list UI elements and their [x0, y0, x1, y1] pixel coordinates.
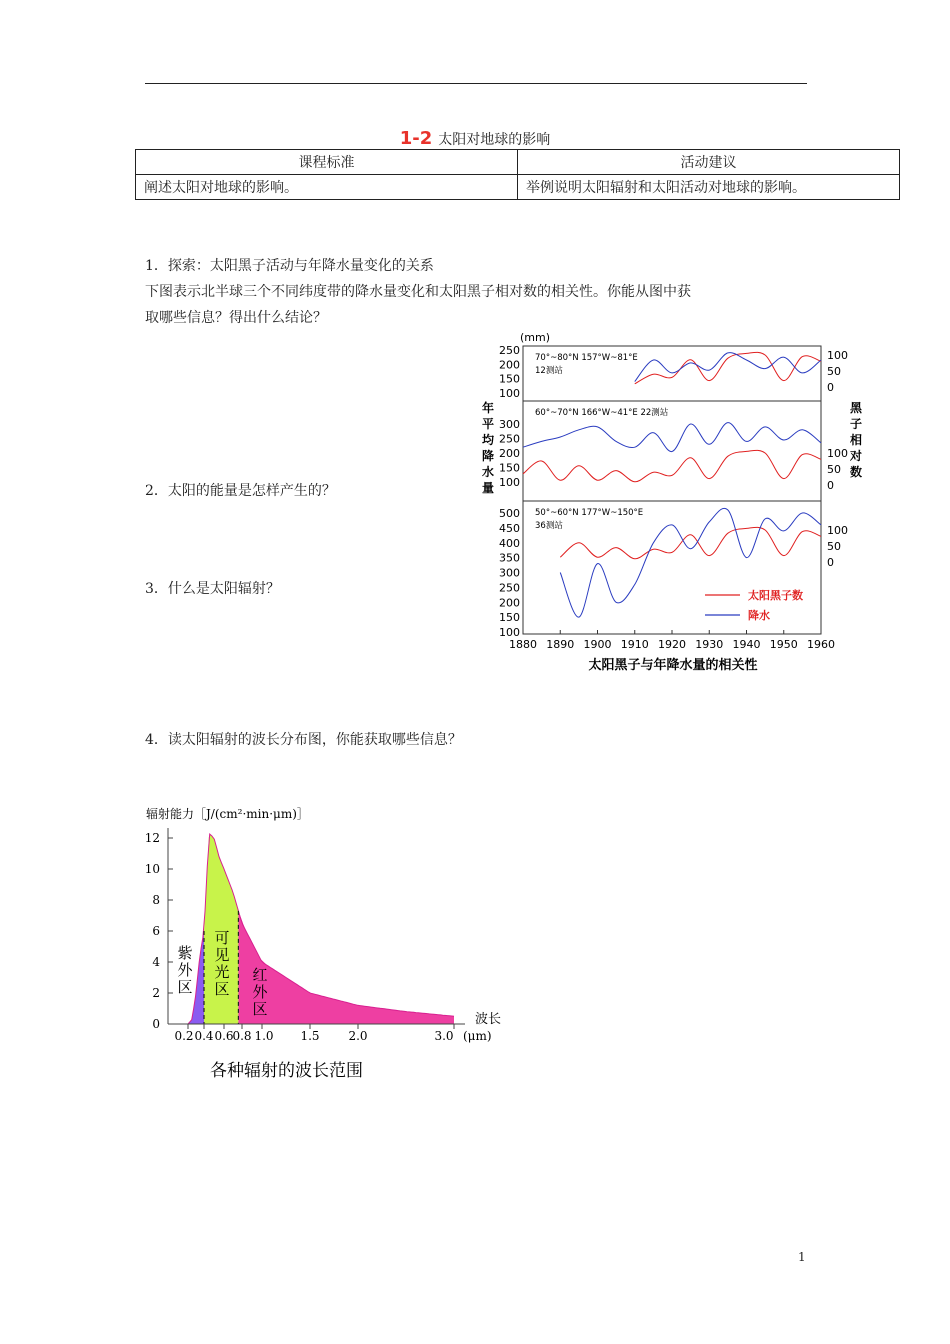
question-2: 2．太阳的能量是怎样产生的？	[145, 483, 336, 499]
chart1-right-tick: 50	[827, 540, 841, 553]
chart2-ylabel: 辐射能力［J/(cm²·min·μm)］	[146, 807, 309, 821]
region-label-char: 区	[214, 980, 230, 998]
chart1-x-tick: 1900	[583, 638, 612, 651]
table-header-row	[136, 150, 900, 175]
chart2-xlabel: 波长	[475, 1012, 502, 1027]
chart1-right-tick: 50	[827, 463, 841, 476]
question-4: 4．读太阳辐射的波长分布图，你能获取哪些信息？	[145, 732, 462, 748]
page-number: 1	[798, 1250, 806, 1264]
chart1-ylabel-char: 均	[481, 433, 495, 447]
region-label-char: 可	[214, 929, 230, 947]
chart1-y-tick: 150	[499, 461, 520, 475]
chart1-panel-label: 50°~60°N 177°W~150°E	[535, 508, 644, 518]
table-cell: 阐述太阳对地球的影响。	[136, 175, 518, 200]
chart1-x-tick: 1910	[620, 638, 649, 651]
chart1-x-tick: 1890	[546, 638, 575, 651]
chart2-x-tick: 3.0	[434, 1029, 454, 1043]
region-label-char: 紫	[177, 944, 193, 962]
question-1-body-line2: 取哪些信息？得出什么结论？	[145, 310, 327, 326]
chart1-right-tick: 0	[827, 556, 834, 569]
region-label-char: 区	[252, 1000, 268, 1018]
chart2-x-tick: 0.2	[174, 1029, 194, 1043]
chart1-panel-label: 36测站	[535, 521, 563, 531]
table-row	[136, 175, 900, 200]
chart1-ylabel-char: 子	[849, 417, 863, 431]
chart2-xunit: (μm)	[463, 1029, 492, 1043]
chart1-y-tick: 200	[499, 447, 520, 460]
chart1-y-tick: 100	[499, 387, 520, 400]
chart2-y-tick: 12	[144, 831, 160, 845]
chart1-y-tick: 350	[499, 551, 520, 565]
chart1-right-tick: 100	[827, 447, 848, 460]
chart1-y-tick: 100	[499, 476, 520, 489]
chart1-y-tick: 250	[499, 432, 520, 446]
chart1-ylabel-char: 量	[481, 481, 495, 495]
table-header-cell: 活动建议	[518, 150, 900, 175]
chart1-x-tick: 1920	[658, 638, 686, 651]
chart1-panel-label: 60°~70°N 166°W~41°E 22测站	[535, 408, 669, 418]
chart1-y-tick: 250	[499, 581, 520, 595]
table-header-cell: 课程标准	[136, 150, 518, 175]
chart2-x-tick: 2.0	[348, 1029, 368, 1043]
legend-label-precip: 降水	[748, 609, 770, 622]
chart2-y-tick: 4	[152, 955, 160, 969]
chart1-right-tick: 100	[827, 524, 848, 537]
chart1-x-axis	[509, 630, 835, 651]
chart2-y-tick: 0	[152, 1017, 160, 1031]
sunspot-precipitation-chart	[478, 326, 868, 676]
chart2-x-tick: 1.0	[254, 1029, 274, 1043]
chart2-x-tick: 0.6	[214, 1029, 234, 1043]
precipitation-line	[523, 423, 821, 452]
chart2-y-tick: 6	[152, 924, 160, 938]
chart1-y-tick: 300	[499, 566, 520, 580]
region-label-char: 外	[177, 961, 193, 979]
question-1	[145, 253, 825, 331]
chart1-ylabel-char: 数	[849, 465, 863, 479]
chart1-y-tick: 400	[499, 536, 520, 550]
chart1-ylabel-left	[482, 400, 495, 495]
chart1-x-tick: 1880	[509, 638, 537, 651]
sunspot-line	[560, 527, 821, 558]
page-title	[0, 128, 950, 149]
region-label-char: 光	[214, 963, 230, 981]
chart1-legend	[705, 588, 803, 622]
chart1-ylabel-char: 降	[481, 449, 495, 463]
chart1-y-tick: 450	[499, 521, 520, 535]
chart2-y-tick: 10	[144, 862, 160, 876]
chart2-y-tick: 2	[152, 986, 160, 1000]
chart1-title: 太阳黑子与年降水量的相关性	[588, 658, 758, 673]
chart1-right-tick: 50	[827, 365, 841, 378]
chart1-x-tick: 1930	[695, 638, 724, 651]
chart1-ylabel-char: 对	[849, 449, 863, 463]
chart1-ylabel-char: 相	[849, 433, 863, 447]
sunspot-line	[523, 450, 821, 481]
chart1-ylabel-right	[849, 401, 863, 479]
chart2-x-tick: 0.4	[194, 1029, 214, 1043]
chart1-y-tick: 100	[499, 626, 520, 639]
question-1-body-line1: 下图表示北半球三个不同纬度带的降水量变化和太阳黑子相对数的相关性。你能从图中获	[145, 284, 691, 300]
chart1-y-tick: 500	[499, 507, 520, 520]
chart1-ylabel-char: 平	[481, 417, 495, 431]
chart1-ylabel-char: 水	[481, 465, 495, 479]
table-cell: 举例说明太阳辐射和太阳活动对地球的影响。	[518, 175, 900, 200]
chart1-series	[523, 352, 821, 617]
chart1-x-tick: 1960	[807, 638, 835, 651]
chart1-right-tick: 0	[827, 381, 834, 394]
chart1-unit-label: (mm)	[520, 331, 551, 344]
legend-label-sunspot: 太阳黑子数	[748, 589, 803, 602]
region-label-char: 见	[214, 946, 230, 964]
chart2-x-tick: 0.8	[232, 1029, 252, 1043]
solar-radiation-chart	[140, 800, 510, 1090]
question-1-title: 1．探索：太阳黑子活动与年降水量变化的关系	[145, 258, 434, 274]
lesson-number: 1-2	[399, 128, 433, 149]
region-label-char: 红	[252, 966, 268, 984]
question-3: 3．什么是太阳辐射？	[145, 581, 280, 597]
chart2-x-tick: 1.5	[300, 1029, 320, 1043]
header-rule	[145, 83, 807, 84]
chart1-y-tick: 250	[499, 344, 520, 357]
chart1-y-tick: 200	[499, 596, 520, 610]
chart1-panel-label: 12测站	[535, 366, 563, 376]
chart1-ylabel-char: 年	[481, 401, 495, 415]
chart1-x-tick: 1940	[732, 638, 761, 651]
chart2-y-tick: 8	[152, 893, 160, 907]
chart1-y-tick: 200	[499, 358, 520, 372]
chart1-ylabel-char: 黑	[849, 401, 863, 415]
chart1-panel-label: 70°~80°N 157°W~81°E	[535, 353, 638, 363]
chart1-y-tick: 150	[499, 372, 520, 386]
chart1-x-tick: 1950	[769, 638, 798, 651]
chart2-title: 各种辐射的波长范围	[210, 1061, 363, 1081]
chart1-right-tick: 0	[827, 479, 834, 492]
sunspot-line	[635, 352, 821, 383]
chart1-panel-frame	[523, 501, 821, 634]
standards-table	[135, 149, 900, 200]
chart1-right-tick: 100	[827, 349, 848, 362]
region-label-char: 区	[177, 978, 193, 996]
lesson-title: 太阳对地球的影响	[438, 132, 551, 148]
chart1-y-tick: 300	[499, 418, 520, 431]
precipitation-line	[635, 353, 821, 382]
chart1-y-tick: 150	[499, 611, 520, 625]
region-label-char: 外	[252, 983, 268, 1001]
